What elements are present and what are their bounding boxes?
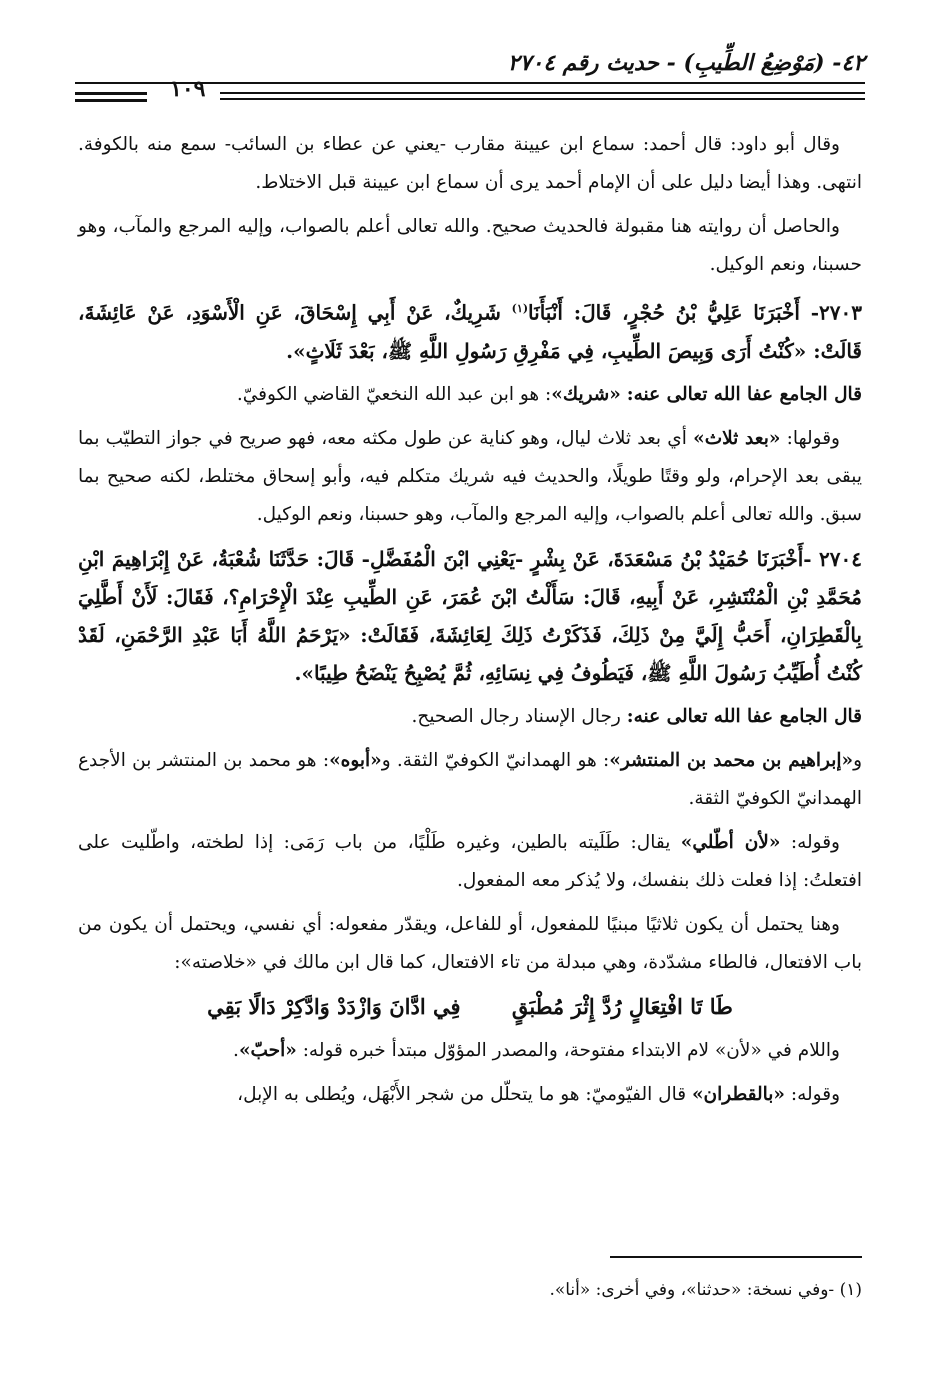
term-abuhu: «أبوه»	[329, 749, 382, 771]
verse-first-hemistich: طَا تَا افْتِعَالٍ رُدَّ إِثْرَ مُطْبَقٍ	[511, 993, 733, 1019]
paragraph-bad-thalath	[78, 420, 862, 534]
text-pre: و	[853, 749, 862, 771]
footnote: (١) -وفي نسخة: «حدثنا»، وفي أخرى: «أنا».	[549, 1280, 862, 1300]
verse-second-hemistich: فِي ادَّانَ وَازْدَدْ وَادَّكِرْ دَالًا بَقِي	[207, 993, 461, 1019]
poetry-verse	[78, 988, 862, 1026]
header-rule-left-upper	[75, 92, 147, 95]
body-text: أي بعد ثلاث ليال، وهو كناية عن طول مكثه معه، فهو صريح في جواز التطيّب بما يبقى بعد الإحرام، ولو وقتًا طويلًا، والحديث فيه شريك متكلم فيه، وأبو إسحاق مختلط، لكنه صحيح بما سبق. والله تعالى أعلم بالصواب، وإليه المرجع والمآب، وهو حسبنا، ونعم الوكيل.	[78, 427, 862, 525]
footnote-separator	[610, 1256, 862, 1258]
hadith-2703-text: شَرِيكٌ، عَنْ أَبِي إِسْحَاقَ، عَنِ الْأَسْوَدِ، عَنْ عَائِشَةَ، قَالَتْ: «كُنْتُ أَرَى وَبِيصَ الطِّيبِ، فِي مَفْرِقِ رَسُولِ اللَّهِ ﷺ، بَعْدَ ثَلَاثٍ».	[78, 300, 862, 363]
body-text: قال الفيّوميّ: هو ما يتحلّل من شجر الأَبْهَل، ويُطلى به الإبل،	[237, 1083, 687, 1105]
text-mid: : هو الهمدانيّ الكوفيّ الثقة. و	[381, 749, 610, 771]
term-text: «بالقطران»	[691, 1083, 785, 1105]
paragraph-qatiran	[78, 1076, 862, 1114]
commentary-lead: قال الجامع عفا الله تعالى عنه:	[626, 705, 862, 727]
lead-text: وقوله:	[790, 1083, 840, 1105]
commentary-term: «شريك»	[551, 383, 621, 405]
body-text: واللام في «لأن» لام الابتداء مفتوحة، والمصدر المؤوّل مبتدأ خبره قوله:	[302, 1039, 840, 1061]
paragraph-lam	[78, 1032, 862, 1070]
commentary-2703	[78, 376, 862, 414]
paragraph-ibrahim	[78, 742, 862, 818]
paragraph-conclusion: والحاصل أن روايته هنا مقبولة فالحديث صحيح. والله تعالى أعلم بالصواب، وإليه المرجع والمآب، وهو حسبنا، ونعم الوكيل.	[78, 216, 862, 275]
page-header	[75, 50, 865, 100]
lead-text: وقولها:	[786, 427, 840, 449]
header-rule	[75, 82, 865, 84]
commentary-2704	[78, 698, 862, 736]
paragraph-atali	[78, 824, 862, 900]
term-text: «بعد ثلاث»	[693, 427, 781, 449]
running-title: ٤٢- (مَوْضِعُ الطِّيبِ) - حديث رقم ٢٧٠٤	[507, 50, 865, 76]
commentary-lead: قال الجامع عفا الله تعالى عنه:	[626, 383, 862, 405]
page-number: ١٠٩	[170, 76, 206, 102]
hadith-2703-chain: ٢٧٠٣- أَخْبَرَنَا عَلِيُّ بْنُ حُجْرٍ، قَالَ: أَنْبَأَنَا	[528, 300, 863, 325]
lead-text: وقوله:	[790, 831, 840, 853]
header-rule-left-lower	[75, 99, 147, 102]
term-text: «أحبّ»	[238, 1039, 297, 1061]
end-mark: .	[233, 1039, 239, 1061]
term-text: «لأن أطّلي»	[680, 831, 781, 853]
commentary-text: رجال الإسناد رجال الصحيح.	[411, 705, 621, 727]
paragraph-abu-dawud: وقال أبو داود: قال أحمد: سماع ابن عيينة مقارب -يعني عن عطاء بن السائب- سمع منه بالكوفة. انتهى. وهذا أيضا دليل على أن الإمام أحمد يرى أن سماع ابن عيينة قبل الاختلاط.	[78, 134, 862, 193]
footnote-ref: (١)	[511, 302, 529, 315]
hadith-2704: ٢٧٠٤ -أَخْبَرَنَا حُمَيْدُ بْنُ مَسْعَدَةَ، عَنْ بِشْرٍ -يَعْنِي ابْنَ الْمُفَضَّلِ- قَالَ: حَدَّثَنَا شُعْبَةُ، عَنْ إِبْرَاهِيمَ ابْنِ مُحَمَّدِ بْنِ الْمُنْتَشِرِ، عَنْ أَبِيهِ، قَالَ: سَأَلْتُ ابْنَ عُمَرَ، عَنِ الطِّيبِ عِنْدَ الْإِحْرَامِ؟، فَقَالَ: لَأَنْ أَطَّلِيَ بِالْقَطِرَانِ، أَحَبُّ إِلَيَّ مِنْ ذَلِكَ، فَذَكَرْتُ ذَلِكَ لِعَائِشَةَ، فَقَالَتْ: «يَرْحَمُ اللَّهُ أَبَا عَبْدِ الرَّحْمَنِ، لَقَدْ كُنْتُ أُطَيِّبُ رَسُولَ اللَّهِ ﷺ، فَيَطُوفُ فِي نِسَائِهِ، ثُمَّ يُصْبِحُ يَنْضَحُ طِيبًا».	[78, 546, 862, 685]
commentary-text: : هو ابن عبد الله النخعيّ القاضي الكوفيّ.	[236, 383, 552, 405]
hadith-2703	[78, 290, 862, 370]
term-ibrahim: «إبراهيم بن محمد بن المنتشر»	[609, 749, 854, 771]
header-rule-right-lower	[220, 98, 865, 100]
paragraph-ihtimal: وهنا يحتمل أن يكون ثلاثيًا مبنيًا للمفعول، أو للفاعل، ويقدّر مفعوله: أي نفسي، ويحتمل أن يكون من باب الافتعال، فالطاء مشدّدة، وهي مبدلة من تاء الافتعال، كما قال ابن مالك في «خلاصته»:	[78, 913, 862, 973]
body-text: يقال: طَلَيته بالطين، وغيره طَلْيًا، من باب رَمَى: إذا لطخته، واطّليت على افتعلتُ: إذا فعلت ذلك بنفسك، ولا يُذكر معه المفعول.	[78, 831, 862, 891]
main-text	[78, 126, 862, 1120]
header-rule-right-upper	[220, 92, 865, 94]
text-post: : هو محمد بن المنتشر بن الأجدع الهمدانيّ الكوفيّ الثقة.	[78, 749, 862, 809]
